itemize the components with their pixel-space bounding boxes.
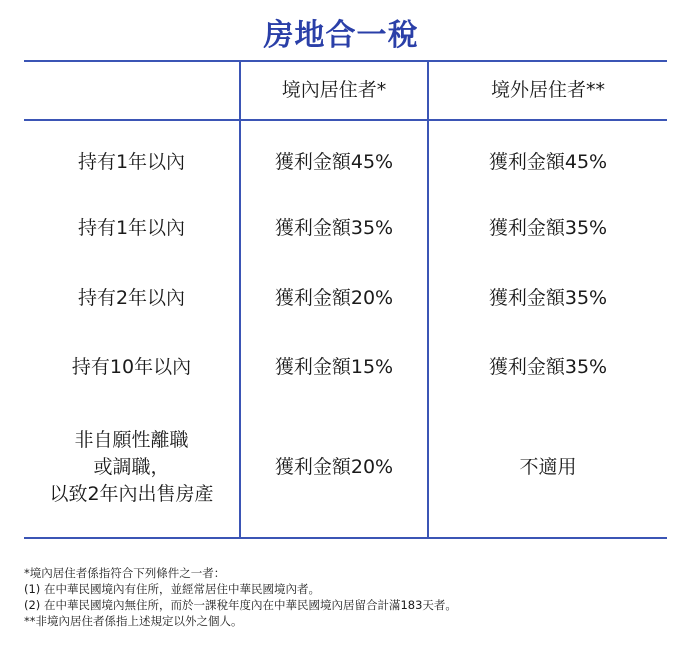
table-row-foreign-rate: 獲利金額35%	[488, 286, 608, 309]
header-domestic: 境內居住者*	[281, 79, 387, 101]
header-foreign: 境外居住者**	[490, 79, 605, 101]
period-line: 或調職，	[93, 455, 170, 478]
table-row-period: 持有1年以內	[77, 216, 186, 239]
table-row-period: 持有10年以內	[71, 355, 192, 378]
table-row-domestic-rate: 獲利金額20%	[274, 455, 394, 478]
table-bottom-rule	[24, 537, 667, 539]
table-row-period: 持有2年以內	[77, 286, 186, 309]
period-line: 非自願性離職	[74, 428, 189, 451]
footnote-line: *境內居住者係指符合下列條件之一者：	[24, 566, 226, 580]
table-row-period: 持有1年以內	[77, 150, 186, 173]
table-row-period	[24, 412, 239, 522]
table-row-foreign-rate: 獲利金額45%	[488, 150, 608, 173]
table-header-rule	[24, 119, 667, 121]
table-row-domestic-rate: 獲利金額15%	[274, 355, 394, 378]
period-line: 以致2年內出售房產	[49, 482, 214, 505]
table-row-foreign-rate: 獲利金額35%	[488, 216, 608, 239]
footnotes	[24, 565, 664, 629]
footnote-line: (1) 在中華民國境內有住所，並經常居住中華民國境內者。	[24, 582, 320, 596]
footnote-line: **非境內居住者係指上述規定以外之個人。	[24, 614, 243, 628]
table-row-domestic-rate: 獲利金額20%	[274, 286, 394, 309]
table-row-foreign-rate: 獲利金額35%	[488, 355, 608, 378]
table-row-foreign-rate: 不適用	[519, 455, 577, 478]
footnote-line: (2) 在中華民國境內無住所，而於一課稅年度內在中華民國境內居留合計滿183天者。	[24, 598, 457, 612]
page-title: 房地合一稅	[263, 18, 419, 53]
table-row-domestic-rate: 獲利金額45%	[274, 150, 394, 173]
table-row-domestic-rate: 獲利金額35%	[274, 216, 394, 239]
tax-table	[24, 60, 667, 539]
